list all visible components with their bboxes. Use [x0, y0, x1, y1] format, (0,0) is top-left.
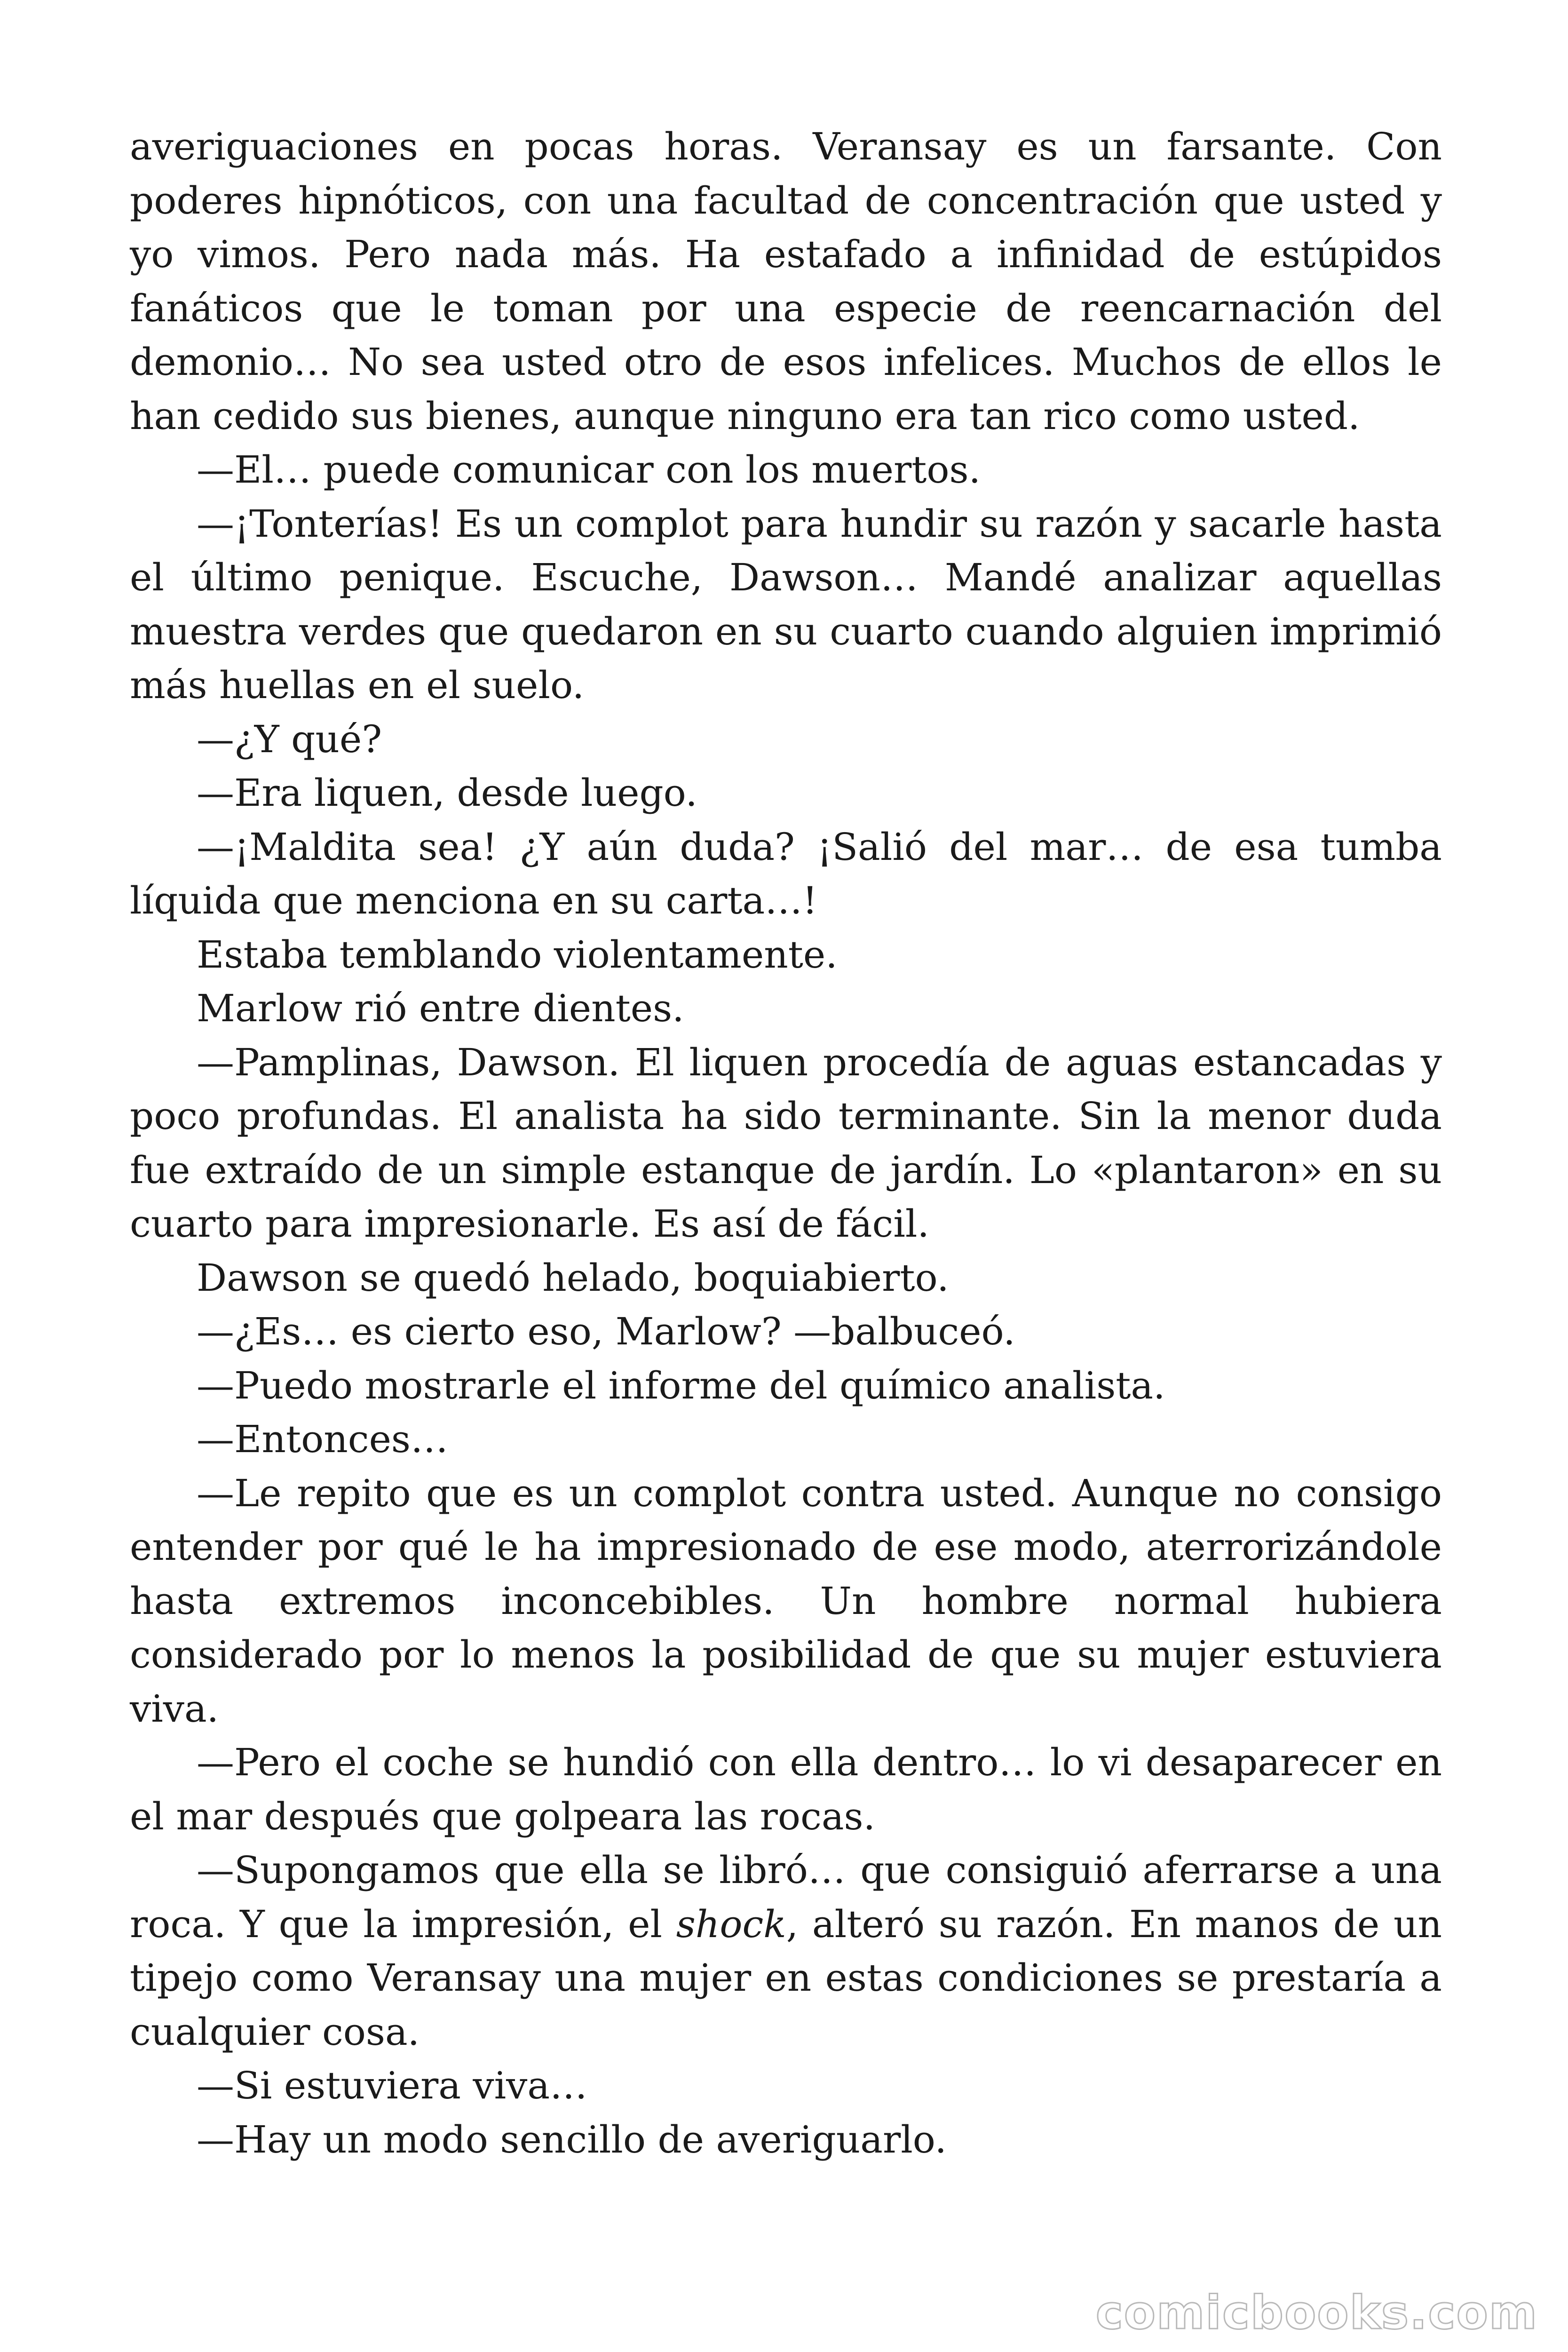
paragraph-5: —Era liquen, desde luego. — [197, 771, 697, 815]
paragraph-12: —Puedo mostrarle el informe del químico analista. — [197, 1363, 1165, 1407]
paragraph-1: averiguaciones en pocas horas. Veransay es un farsante. Con poderes hipnóticos, con una facultad de concentración que usted y yo vimos. Pero nada más. Ha estafado a infinidad de estúpidos fanáticos que le toman por una especie de reencarnación del demonio… No sea usted otro de esos infelices. Muchos de ellos le han cedido sus bienes, aunque ninguno era tan rico como usted. — [130, 125, 1442, 438]
paragraph-15: —Pero el coche se hundió con ella dentro… lo vi desaparecer en el mar después que golpeara las rocas. — [130, 1740, 1442, 1838]
paragraph-17: —Si estuviera viva… — [197, 2064, 588, 2107]
paragraph-7: Estaba temblando violentamente. — [197, 932, 838, 977]
paragraph-18: —Hay un modo sencillo de averiguarlo. — [197, 2117, 947, 2161]
paragraph-13: —Entonces… — [197, 1417, 448, 1461]
paragraph-10: Dawson se quedó helado, boquiabierto. — [197, 1255, 949, 1300]
paragraph-11: —¿Es… es cierto eso, Marlow? —balbuceó. — [197, 1310, 1015, 1353]
paragraph-4: —¿Y qué? — [197, 717, 382, 761]
paragraph-2: —El… puede comunicar con los muertos. — [197, 448, 981, 492]
paragraph-9: —Pamplinas, Dawson. El liquen procedía de aguas estancadas y poco profundas. El analista ha sido terminante. Sin la menor duda fue extraído de un simple estanque de jardín. Lo «plantaron» en su cuarto para impresionarle. Es así de fácil. — [130, 1040, 1442, 1246]
paragraph-16: —Supongamos que ella se libró… que consiguió aferrarse a una roca. Y que la impresión, el shock, alteró su razón. En manos de un tipejo como Veransay una mujer en estas condiciones se prestaría a cualquier cosa. — [130, 1848, 1442, 2054]
italic-word: shock — [676, 1902, 786, 1946]
paragraph-6: —¡Maldita sea! ¿Y aún duda? ¡Salió del mar… de esa tumba líquida que menciona en su carta…! — [130, 825, 1442, 922]
paragraph-3: —¡Tonterías! Es un complot para hundir su razón y sacarle hasta el último penique. Escuche, Dawson… Mandé analizar aquellas muestra verdes que quedaron en su cuarto cuando alguien imprimió más huellas en el suelo. — [130, 501, 1442, 707]
paragraph-14: —Le repito que es un complot contra usted. Aunque no consigo entender por qué le ha impresionado de ese modo, aterrorizándole hasta extremos inconcebibles. Un hombre normal hubiera considerado por lo menos la posibilidad de que su mujer estuviera viva. — [130, 1471, 1442, 1731]
watermark: comicbooks.com — [1095, 2286, 1538, 2340]
paragraph-8: Marlow rió entre dientes. — [197, 986, 684, 1030]
body-text — [130, 120, 1442, 2167]
